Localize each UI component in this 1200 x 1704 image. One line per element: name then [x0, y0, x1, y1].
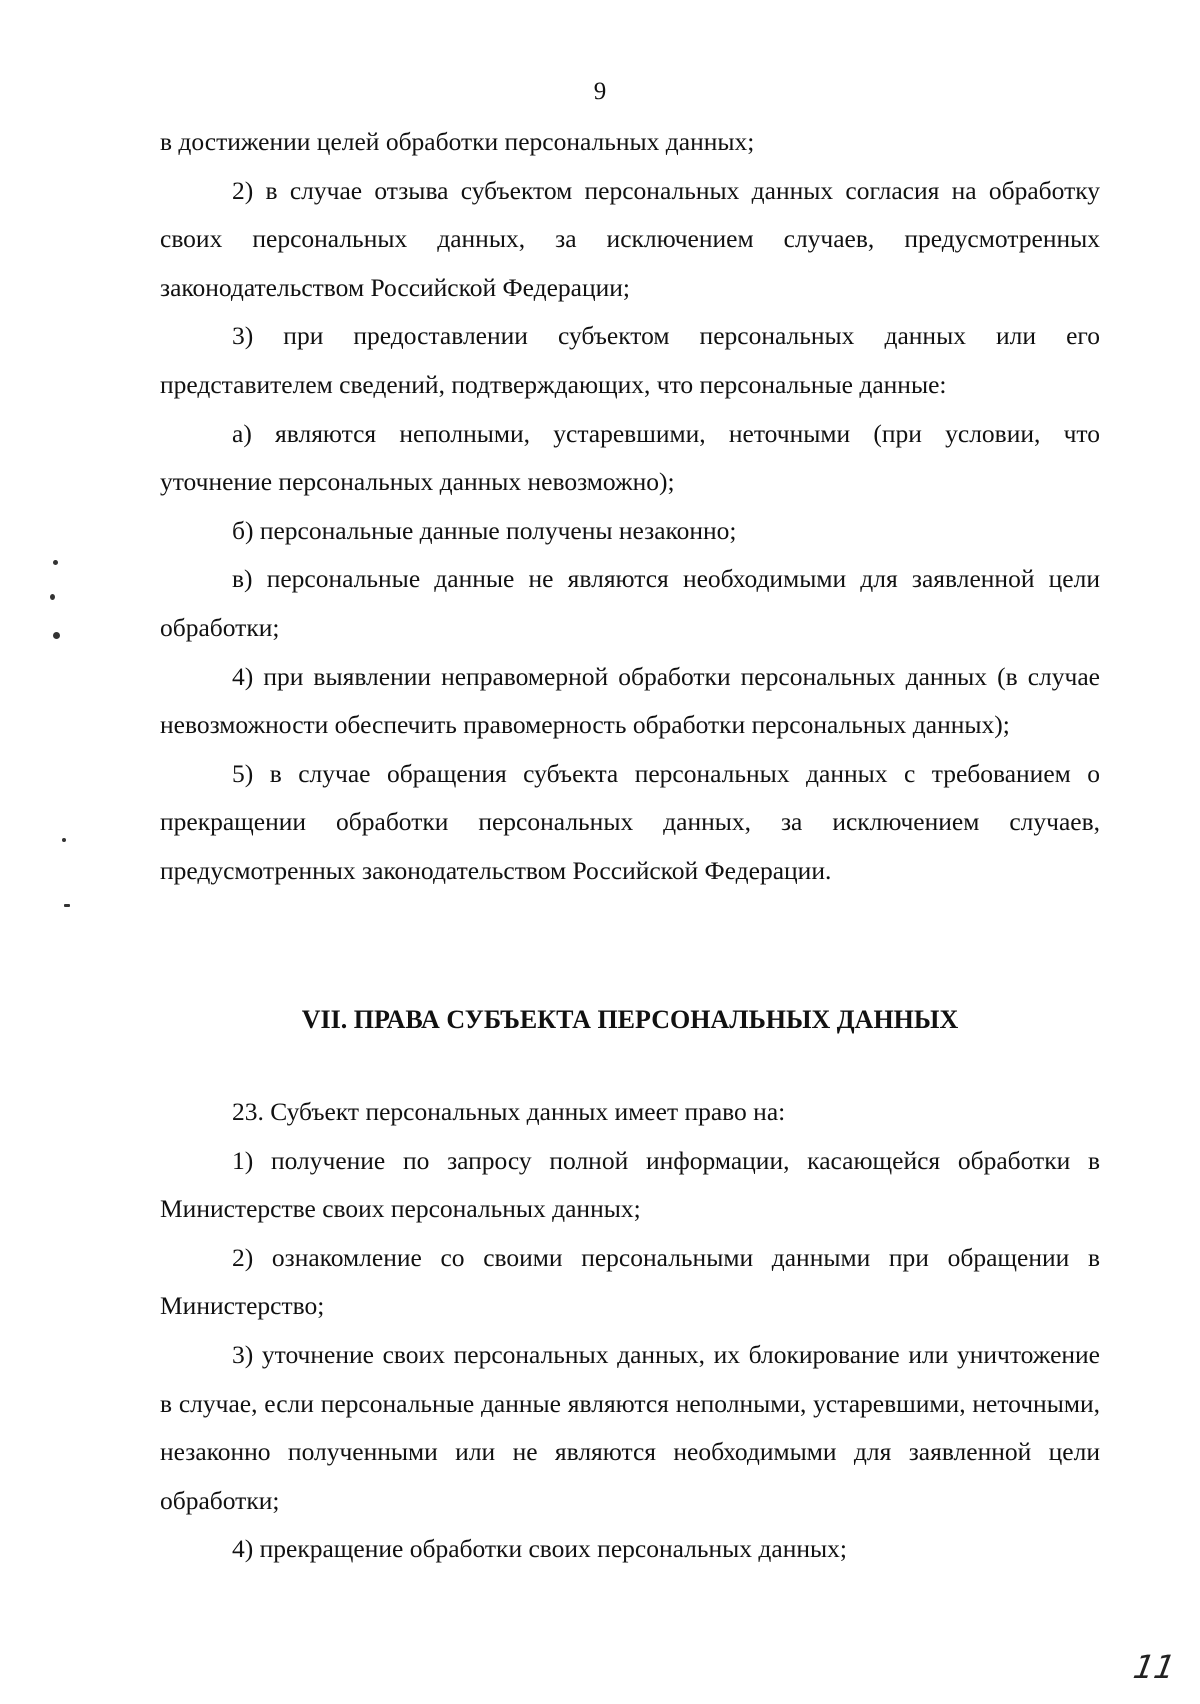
scan-artifact: [53, 632, 60, 639]
paragraph: в достижении целей обработки персональных данных;: [160, 127, 755, 156]
scan-artifact: [50, 594, 55, 600]
paragraph: в) персональные данные не являются необходимыми для заявленной цели обработки;: [160, 564, 1100, 642]
paragraph: 3) при предоставлении субъектом персональных данных или его представителем сведений, подтверждающих, что персональные данные:: [160, 321, 1100, 399]
paragraph: 5) в случае обращения субъекта персональных данных с требованием о прекращении обработки персональных данных, за исключением случаев, предусмотренных законодательством Российской Федерации.: [160, 758, 1100, 885]
paragraph: 3) уточнение своих персональных данных, их блокирование или уничтожение в случае, если персональные данные являются неполными, устаревшими, неточными, незаконно полученными или не являются необходимыми для заявленной цели обработки;: [160, 1339, 1100, 1515]
paragraph: 2) в случае отзыва субъектом персональных данных согласия на обработку своих персональных данных, за исключением случаев, предусмотренных законодательством Российской Федерации;: [160, 175, 1100, 302]
body-text-after-heading: [160, 1088, 1100, 1574]
paragraph: 4) прекращение обработки своих персональных данных;: [232, 1534, 847, 1564]
paragraph: б) персональные данные получены незаконно;: [232, 515, 737, 545]
paragraph: 2) ознакомление со своими персональными данными при обращении в Министерство;: [160, 1242, 1100, 1321]
scan-artifact: [53, 560, 58, 565]
body-text-before-heading: [160, 118, 1100, 896]
paragraph: 23. Субъект персональных данных имеет право на:: [232, 1097, 786, 1126]
handwritten-page-mark: 11: [1130, 1648, 1179, 1686]
scan-artifact: [64, 904, 70, 907]
scan-artifact: [62, 838, 66, 842]
paragraph: 4) при выявлении неправомерной обработки персональных данных (в случае невозможности обеспечить правомерность обработки персональных данных);: [160, 661, 1100, 740]
section-heading: VII. ПРАВА СУБЪЕКТА ПЕРСОНАЛЬНЫХ ДАННЫХ: [301, 1005, 959, 1034]
paragraph: 1) получение по запросу полной информации, касающейся обработки в Министерстве своих персональных данных;: [160, 1145, 1100, 1224]
page-number: 9: [593, 78, 607, 105]
paragraph: а) являются неполными, устаревшими, неточными (при условии, что уточнение персональных данных невозможно);: [160, 418, 1100, 497]
